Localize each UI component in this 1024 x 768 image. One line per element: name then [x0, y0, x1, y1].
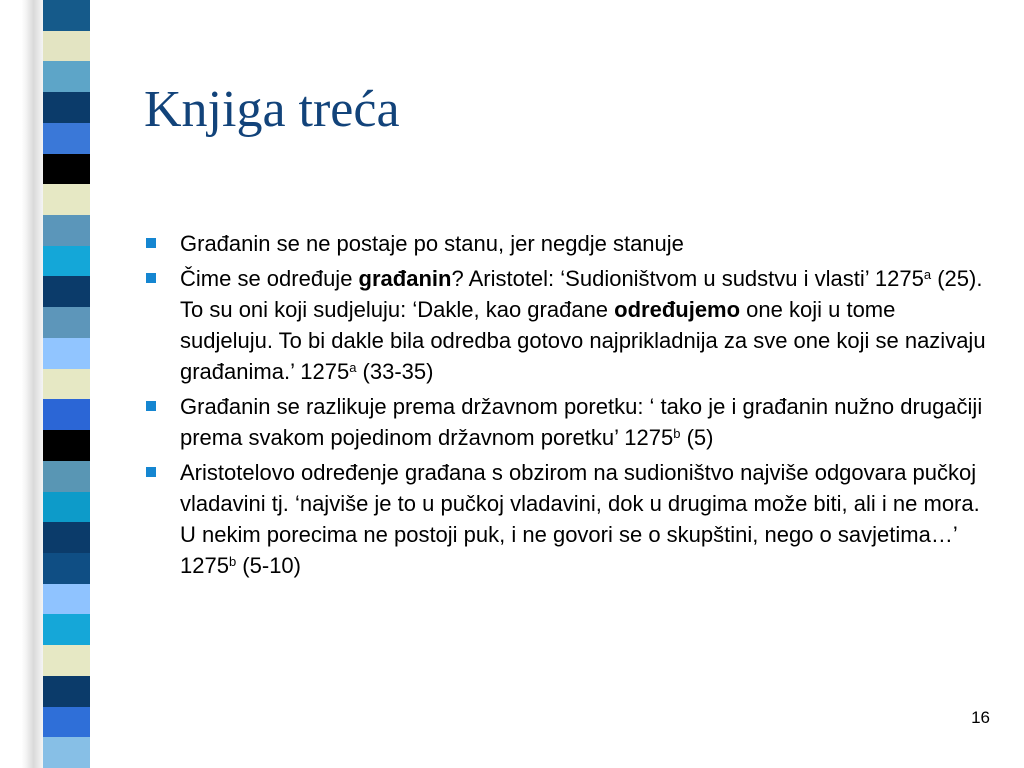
stripe-segment [43, 215, 90, 246]
square-bullet-icon [146, 401, 156, 411]
stripe-segment [43, 92, 90, 123]
superscript: a [923, 267, 932, 282]
superscript: b [673, 426, 681, 441]
bullet-item [144, 391, 994, 453]
stripe-segment [43, 154, 90, 185]
stripe-segment [43, 584, 90, 615]
stripe-segment [43, 645, 90, 676]
stripe-segment [43, 430, 90, 461]
bold-term: određujemo [614, 297, 741, 322]
bullet-item [144, 457, 994, 581]
bullet-text: (5-10) [236, 553, 301, 578]
superscript: b [228, 554, 237, 569]
stripe-segment [43, 276, 90, 307]
bullet-item [144, 263, 994, 387]
page-number: 16 [971, 708, 990, 727]
bullet-text: Građanin se razlikuje prema državnom poretku: ‘ tako je i građanin nužno drugačiji prema svakom pojedinom državnom poretku’ 1275 [180, 394, 983, 450]
square-bullet-icon [146, 238, 156, 248]
bullet-text: Aristotelovo određenje građana s obzirom na sudioništvo najviše odgovara pučkoj vladavini tj. ‘najviše je to u pučkoj vladavini, dok u drugima može biti, ali i ne mora. U nekim porecima ne postoji puk, i ne govori se o skupštini, nego o savjetima…’ 1275 [180, 460, 980, 578]
stripe-segment [43, 61, 90, 92]
superscript: a [349, 360, 357, 375]
stripe-segment [43, 492, 90, 523]
bullet-text: (33-35) [356, 359, 434, 384]
bullet-text: (5) [680, 425, 714, 450]
stripe-segment [43, 246, 90, 277]
slide-title: Knjiga treća [144, 81, 400, 138]
bullet-text: Građanin se ne postaje po stanu, jer negdje stanuje [180, 231, 684, 256]
stripe-segment [43, 338, 90, 369]
stripe-segment [43, 184, 90, 215]
bullet-text: Čime se određuje [180, 266, 359, 291]
stripe-segment [43, 461, 90, 492]
stripe-segment [43, 307, 90, 338]
stripe-segment [43, 399, 90, 430]
stripe-segment [43, 522, 90, 553]
bullet-list [144, 228, 994, 585]
stripe-segment [43, 737, 90, 768]
stripe-segment [43, 369, 90, 400]
bullet-text: (25). To su oni koji sudjeluju: ‘Dakle, kao građane [180, 266, 983, 322]
decorative-stripe [0, 0, 120, 768]
stripe-segment [43, 553, 90, 584]
stripe-segment [43, 707, 90, 738]
square-bullet-icon [146, 273, 156, 283]
stripe-segment [43, 0, 90, 31]
bullet-text: one koji u tome sudjeluju. To bi dakle bila odredba gotovo najprikladnija za sve one koji se nazivaju građanima.’ 1275 [180, 297, 986, 384]
bullet-item [144, 228, 994, 259]
stripe-segment [43, 31, 90, 62]
stripe-segment [43, 676, 90, 707]
stripe-segment [43, 614, 90, 645]
square-bullet-icon [146, 467, 156, 477]
stripe-segment [43, 123, 90, 154]
bold-term: građanin [358, 266, 452, 291]
bullet-text: ? Aristotel: ‘Sudioništvom u sudstvu i vlasti’ 1275 [451, 266, 924, 291]
